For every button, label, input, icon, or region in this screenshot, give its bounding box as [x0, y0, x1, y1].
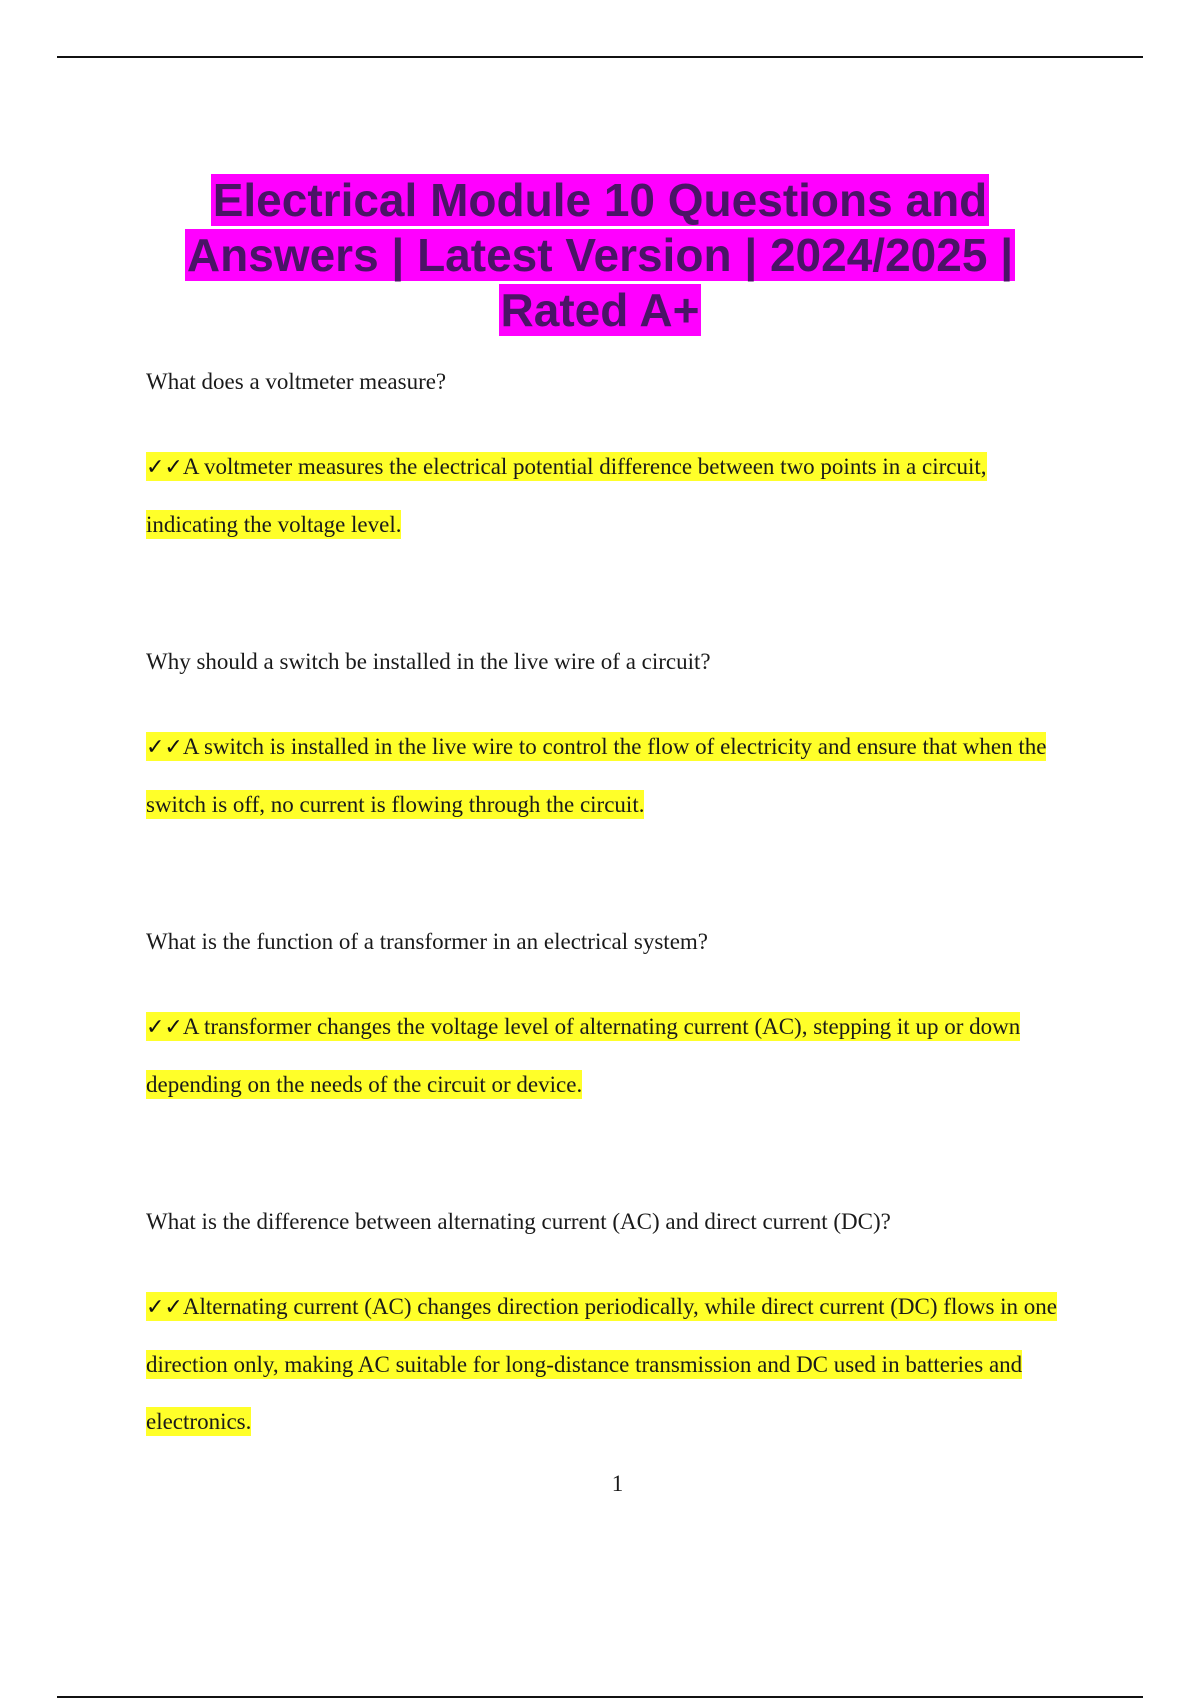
check-icon: ✓✓ [146, 455, 183, 480]
answer-text: A transformer changes the voltage level of alternating current (AC), stepping it up or down depending on the needs of the circuit or device. [146, 1014, 1021, 1097]
answer-block [146, 998, 1081, 1113]
answer-highlight [146, 1012, 1020, 1099]
qa-item [146, 1208, 1081, 1450]
answer-highlight [146, 732, 1046, 819]
qa-item [146, 928, 1081, 1113]
page-number: 1 [611, 1471, 624, 1496]
top-rule [57, 56, 1143, 58]
question-text: What is the function of a transformer in an electrical system? [146, 929, 709, 954]
title-text: Electrical Module 10 Questions and Answers | Latest Version | 2024/2025 | Rated A+ [186, 173, 1014, 336]
check-icon: ✓✓ [146, 1015, 183, 1040]
qa-item [146, 368, 1081, 553]
qa-item [146, 648, 1081, 833]
answer-block [146, 438, 1081, 553]
check-icon: ✓✓ [146, 735, 183, 760]
answer-text: A switch is installed in the live wire to control the flow of electricity and ensure that when the switch is off, no current is flowing through the circuit. [146, 734, 1047, 817]
question-text: What is the difference between alternating current (AC) and direct current (DC)? [146, 1209, 891, 1234]
answer-highlight [146, 452, 987, 539]
check-icon: ✓✓ [146, 1295, 183, 1320]
document-title [120, 173, 1080, 338]
question-text: What does a voltmeter measure? [146, 369, 447, 394]
answer-text: Alternating current (AC) changes direction periodically, while direct current (DC) flows in one direction only, making AC suitable for long-distance transmission and DC used in batteries and electronics. [146, 1294, 1057, 1434]
bottom-rule [57, 1696, 1143, 1698]
answer-block [146, 1278, 1081, 1450]
answer-highlight [146, 1292, 1057, 1436]
answer-block [146, 718, 1081, 833]
question-text: Why should a switch be installed in the live wire of a circuit? [146, 649, 711, 674]
answer-text: A voltmeter measures the electrical potential difference between two points in a circuit, indicating the voltage level. [146, 454, 987, 537]
